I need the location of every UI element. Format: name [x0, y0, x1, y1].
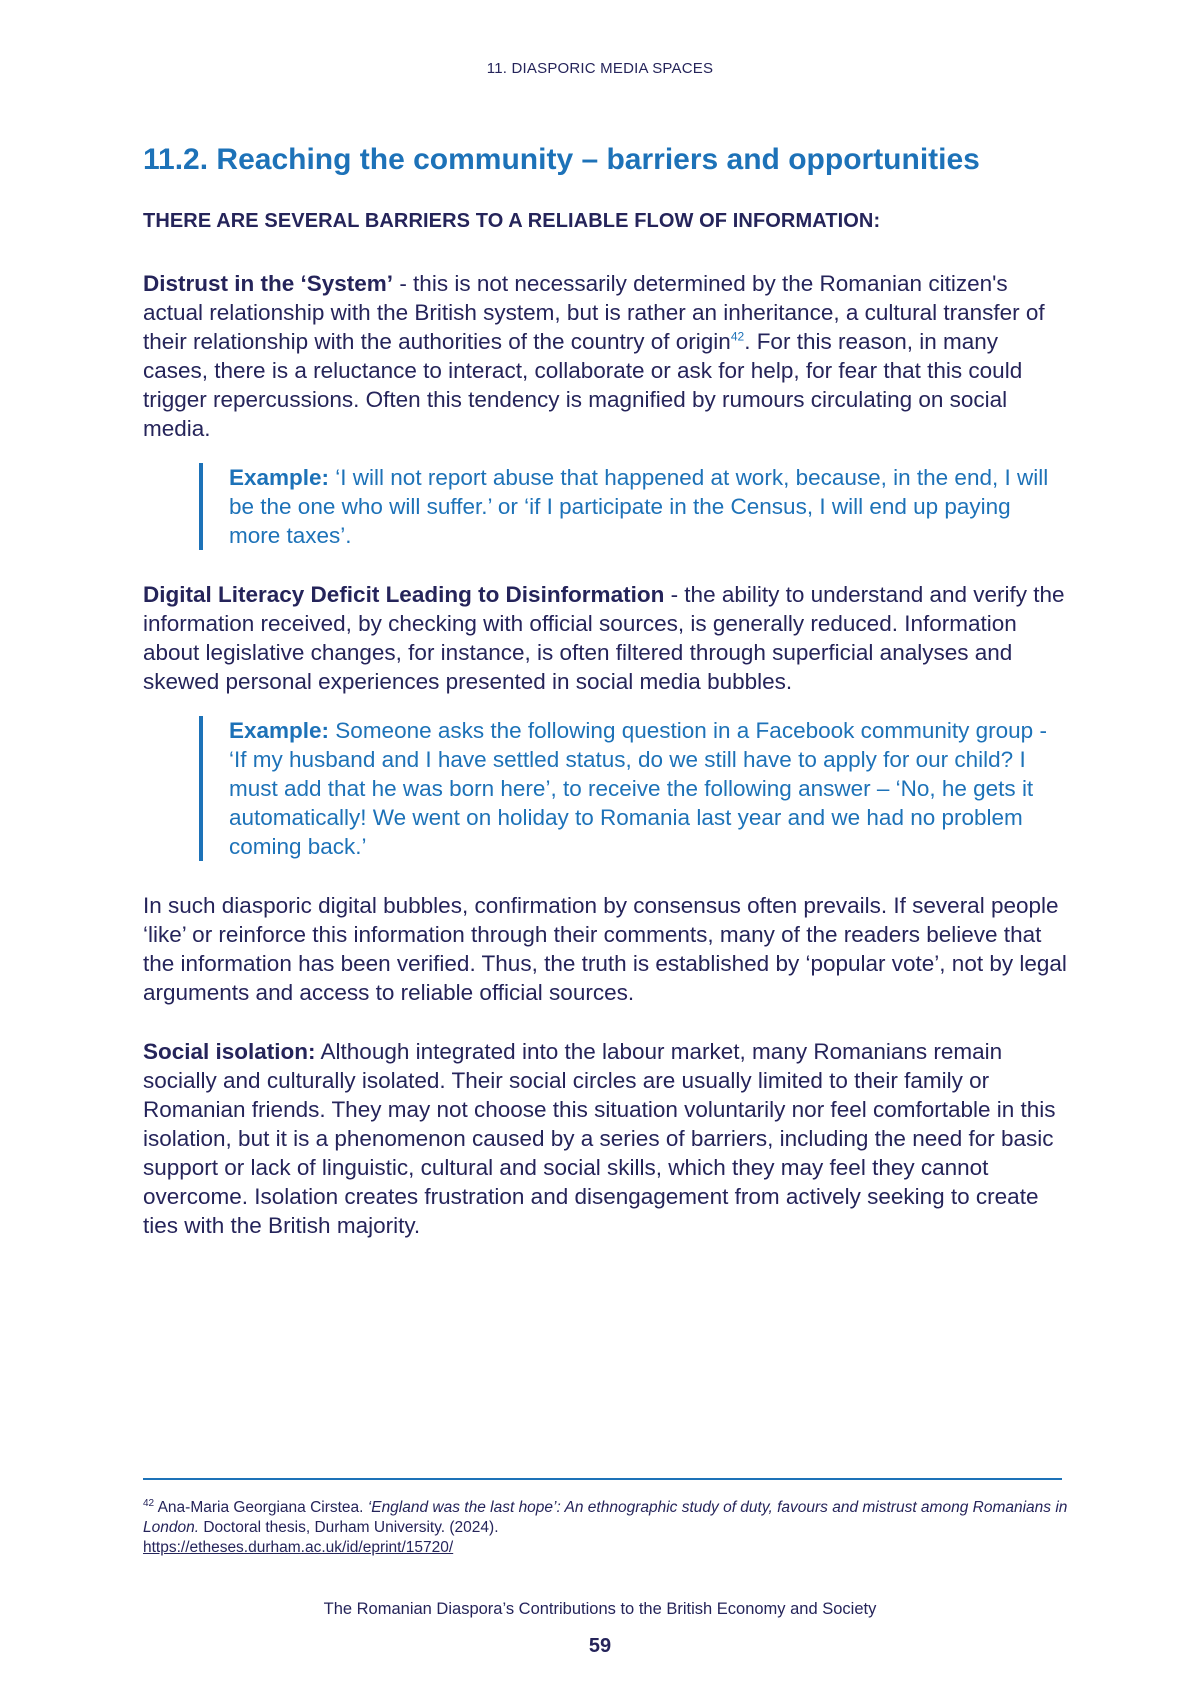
- footnote-work-title: ‘England was the last hope’: An ethnographic study of duty, favours and mistrust among Romanians in London.: [143, 1499, 1068, 1536]
- footnote-link[interactable]: https://etheses.durham.ac.uk/id/eprint/15720/: [143, 1539, 454, 1556]
- example-quote-1: [199, 463, 1068, 550]
- example-label: Example:: [229, 718, 330, 743]
- footnote-details: Doctoral thesis, Durham University. (2024).: [199, 1519, 499, 1536]
- social-isolation-paragraph: [143, 1037, 1068, 1240]
- paragraph-gap: [143, 1007, 1068, 1037]
- footnote-ref-42[interactable]: 42: [730, 329, 745, 344]
- example-label: Example:: [229, 465, 330, 490]
- running-head: 11. DIASPORIC MEDIA SPACES: [486, 60, 714, 77]
- footnote-number: 42: [143, 1497, 155, 1509]
- section-title: 11.2. Reaching the community – barriers and opportunities: [143, 143, 980, 176]
- social-isolation-text: Although integrated into the labour market, many Romanians remain socially and culturally isolated. Their social circles are usually limited to their family or Romanian friends. They may not choose this situation voluntarily nor feel comfortable in this isolation, but it is a phenomenon caused by a series of barriers, including the need for basic support or lack of linguistic, cultural and social skills, which they may feel they cannot overcome. Isolation creates frustration and disengagement from actively seeking to create ties with the British majority.: [143, 1039, 1056, 1238]
- page-number: 59: [588, 1635, 612, 1657]
- distrust-lead: Distrust in the ‘System’: [143, 271, 394, 296]
- example-text: Someone asks the following question in a Facebook community group - ‘If my husband and I have settled status, do we still have to apply for our child? I must add that he was born here’, to receive the following answer – ‘No, he gets it automatically! We went on holiday to Romania last year and we had no problem coming back.’: [229, 718, 1047, 859]
- distrust-text: - this is not necessarily determined by the Romanian citizen's actual relationship with the British system, but is rather an inheritance, a cultural transfer of their relationship with the authorities of the country of origin: [143, 271, 1045, 354]
- distrust-text-after: . For this reason, in many cases, there is a reluctance to interact, collaborate or ask for help, for fear that this could trigger repercussions. Often this tendency is magnified by rumours circulating on social media.: [143, 329, 1023, 441]
- digital-literacy-lead: Digital Literacy Deficit Leading to Disinformation: [143, 582, 665, 607]
- consensus-paragraph: In such diasporic digital bubbles, confirmation by consensus often prevails. If several people ‘like’ or reinforce this information through their comments, many of the readers believe that the information has been verified. Thus, the truth is established by ‘popular vote’, not by legal arguments and access to reliable official sources.: [143, 893, 1067, 1005]
- footnote-author: Ana-Maria Georgiana Cirstea.: [154, 1499, 368, 1516]
- footer-title: The Romanian Diaspora’s Contributions to the British Economy and Society: [323, 1600, 877, 1618]
- digital-literacy-paragraph: [143, 580, 1068, 696]
- digital-literacy-text: - the ability to understand and verify the information received, by checking with official sources, is generally reduced. Information about legislative changes, for instance, is often filtered through superficial analyses and skewed personal experiences presented in social media bubbles.: [143, 582, 1065, 694]
- barriers-subheading: THERE ARE SEVERAL BARRIERS TO A RELIABLE FLOW OF INFORMATION:: [143, 210, 881, 232]
- footnote-42: [143, 1498, 1068, 1558]
- example-text: ‘I will not report abuse that happened at work, because, in the end, I will be the one who will suffer.’ or ‘if I participate in the Census, I will end up paying more taxes’.: [229, 465, 1049, 548]
- example-quote-2: [199, 716, 1068, 861]
- distrust-paragraph: [143, 269, 1068, 443]
- footnote-divider: [143, 1478, 1062, 1480]
- social-isolation-lead: Social isolation:: [143, 1039, 316, 1064]
- main-content: [143, 140, 1068, 1240]
